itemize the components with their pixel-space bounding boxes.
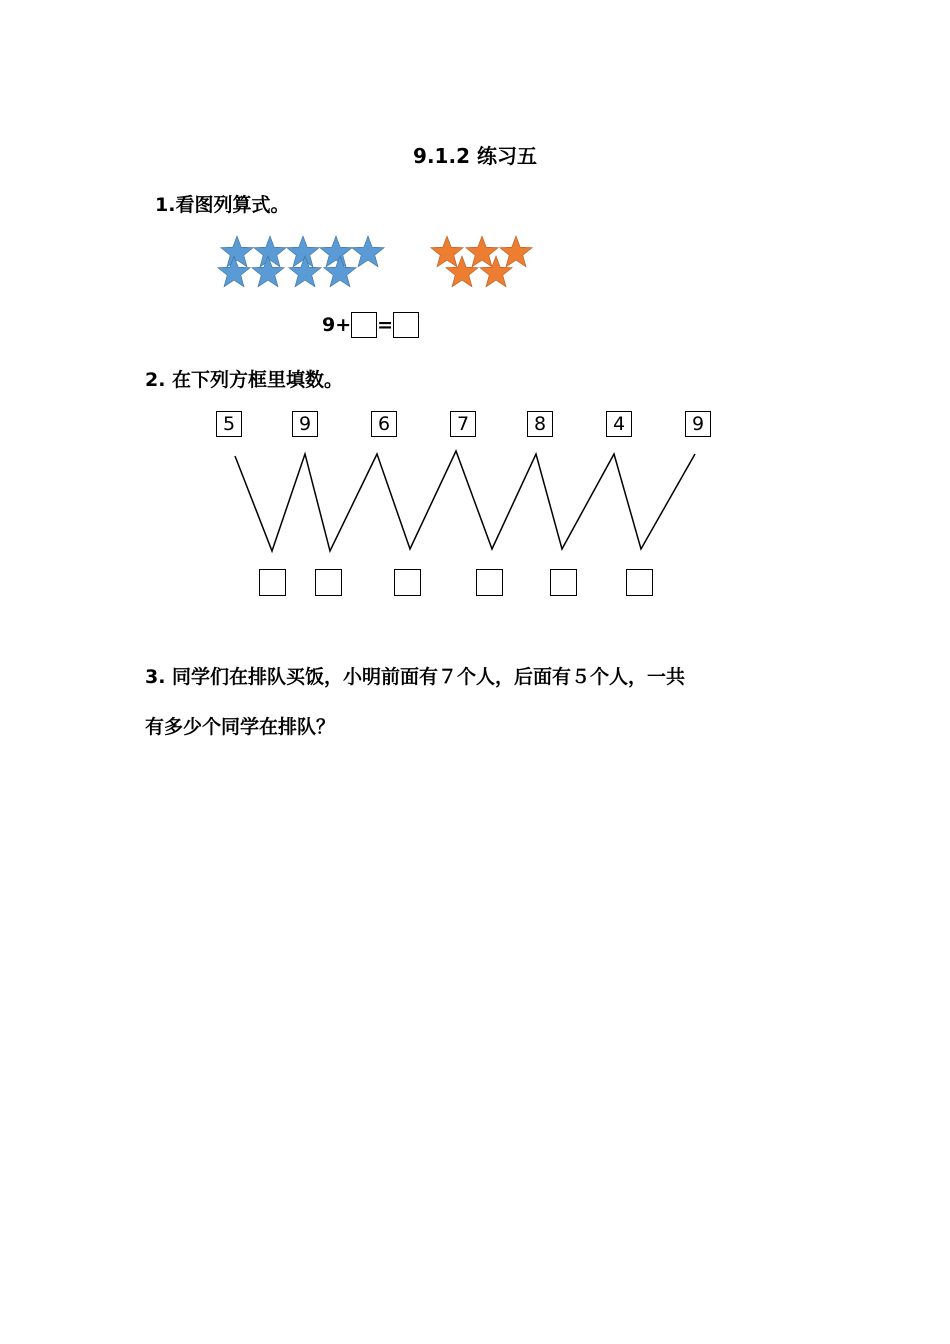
- answer-box-3[interactable]: [394, 569, 421, 596]
- number-box-6: 4: [606, 411, 632, 437]
- number-box-2: 9: [292, 411, 318, 437]
- equation-left: 9+: [322, 314, 352, 336]
- number-box-1: 5: [216, 411, 242, 437]
- number-box-4: 7: [450, 411, 476, 437]
- answer-box-5[interactable]: [550, 569, 577, 596]
- question-2-prompt: 2. 在下列方框里填数。: [145, 369, 344, 391]
- answer-box-4[interactable]: [476, 569, 503, 596]
- answer-box-2[interactable]: [315, 569, 342, 596]
- number-box-7: 9: [685, 411, 711, 437]
- answer-box-1[interactable]: [259, 569, 286, 596]
- answer-box-6[interactable]: [626, 569, 653, 596]
- question-1-prompt: 1.看图列算式。: [155, 194, 290, 216]
- number-box-5: 8: [527, 411, 553, 437]
- page-title: 9.1.2 练习五: [413, 144, 537, 168]
- question-3-line-2: 有多少个同学在排队？: [145, 716, 336, 738]
- number-box-3: 6: [371, 411, 397, 437]
- question-3-line-1: 3. 同学们在排队买饭，小明前面有７个人，后面有５个人，一共: [145, 666, 686, 688]
- equation-equals: =: [377, 314, 394, 336]
